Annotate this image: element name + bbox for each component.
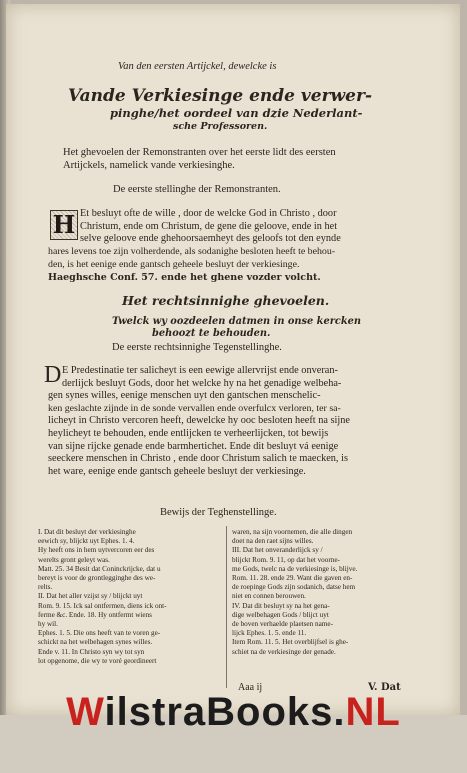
text-line: gen synes willes, eenige menschen uyt den gantschen menschelic- — [48, 390, 321, 402]
sub-heading-2: behoozt te behouden. — [152, 328, 271, 339]
column-line: Ephes. 1. 5. Die ons heeft van te voren ge- — [38, 629, 161, 638]
intro-line-1: Het ghevoelen der Remonstranten over het eerste lidt des eersten — [63, 147, 336, 158]
text-line: heylicheyt te behouden, ende entlijcken te verheerlijcken, tot bewijs — [48, 427, 329, 439]
tegen-heading: De eerste rechtsinnighe Tegenstellinghe. — [112, 342, 282, 353]
text-line: Et besluyt ofte de wille , door de welcke God in Christo , door — [80, 208, 337, 219]
text-line: licheyt in Christo vercoren heeft, dewelcke hy ooc besloten heeft na sijne — [48, 415, 350, 427]
column-line: Hy heeft ons in hem uytvercoren eer des — [38, 546, 155, 555]
drop-initial-d: D — [44, 362, 62, 388]
column-line: Item Rom. 11. 5. Het overblijfsel is ghe- — [232, 638, 349, 647]
column-line: me Gods, twelc na de verkiesinge is, blijve. — [232, 564, 358, 573]
ornamental-initial: H — [50, 210, 78, 240]
column-line: II. Dat het aller vzijst sy / blijckt uyt — [38, 592, 143, 601]
hague-reference: Haeghsche Conf. 57. ende het ghene vozder volcht. — [48, 272, 321, 283]
column-line: Rom. 11. 28. ende 29. Want die gaven en- — [232, 574, 353, 583]
column-line: de roepinge Gods zijn sodanich, datse hem — [232, 583, 356, 592]
text-line: seeckere menschen in Christo , ende door Christum salich te maecken, is — [48, 453, 348, 465]
watermark-nl: NL — [345, 690, 401, 734]
column-line: doet na den raet sijns willes. — [232, 537, 314, 546]
text-line: van sijne rijcke genade ende barmhertichet. Ende dit besluyt vá eenige — [48, 440, 339, 452]
column-line: relts. — [38, 583, 53, 592]
column-line: hy wil. — [38, 620, 58, 629]
column-line: schiet na de verkiesinge der genade. — [232, 647, 336, 656]
text-line: ken geslachte zijnde in de sonde vervallen ende overfulcx verloren, ter sa- — [48, 402, 341, 414]
title-line-1: Vande Verkiesinge ende verwer- — [68, 86, 372, 106]
header-line: Van den eersten Artijckel, dewelcke is — [118, 61, 277, 72]
signature-mark: Aaa ij — [238, 682, 263, 693]
left-column — [38, 528, 167, 666]
watermark-w: W — [66, 690, 105, 734]
column-line: lot opgenome, die wy te voré geordineert — [38, 656, 157, 665]
column-divider — [226, 526, 227, 688]
catchword: V. Dat — [368, 682, 401, 693]
text-line: derlijck besluyt Gods, door het welcke hy na het genadige welbeha- — [62, 377, 342, 389]
column-line: Ende v. 11. In Christo syn wy tot syn — [38, 647, 145, 656]
column-line: ferme &c. Ende. 18. Hy ontfermt wiens — [38, 610, 152, 619]
title-line-2: pinghe/het oordeel van dzie Nederlant- — [110, 106, 363, 120]
sub-heading-1: Twelck wy oozdeelen datmen in onse kercken — [112, 316, 361, 327]
column-line: schickt na het welbehagen synes willes. — [38, 638, 153, 647]
column-line: bereyt is voor de grontlegginghe des we- — [38, 574, 156, 583]
column-line: de boven verhaelde plaetsen name- — [232, 620, 333, 629]
text-line: E Predestinatie ter salicheyt is een eewige allervrijst ende onveran- — [62, 365, 338, 376]
text-line: selve geloove ende ghehoorsaemheyt des geloofs tot den eynde — [80, 233, 341, 245]
column-line: dige welbehagen Gods / blijct uyt — [232, 610, 329, 619]
watermark-middle: ilstraBooks. — [104, 690, 346, 734]
text-line: hares levens toe zijn volherdende, als sodanighe besloten heeft te behou- — [48, 246, 336, 257]
text-line: Christum, ende om Christum, de gene die geloove, ende in het — [80, 220, 338, 232]
column-line: niet en connen berouwen. — [232, 592, 306, 601]
intro-line-2: Artijckels, namelick vande verkiesinghe. — [63, 160, 235, 171]
column-line: lijck Ephes. 1. 5. ende 11. — [232, 629, 307, 638]
column-line: Rom. 9. 15. Ick sal ontfermen, diens ick ont- — [38, 601, 167, 610]
text-line: den, is het eenige ende gantsch geheele besluyt der verkiesinge. — [48, 258, 300, 270]
paragraph-remonstrant-bottom — [48, 246, 335, 271]
bewijs-heading: Bewijs der Teghenstellinge. — [160, 507, 277, 518]
column-line: werelts gront geleyt was. — [38, 555, 110, 564]
column-line: eewich sy, blijckt uyt Ephes. 1. 4. — [38, 537, 135, 546]
text-line: het ware, eenige ende gantsch geheele besluyt der verkiesinge. — [48, 465, 306, 477]
title-line-3: sche Professoren. — [173, 121, 268, 132]
column-line: Matt. 25. 34 Besit dat Coninckrijcke, dat u — [38, 564, 161, 573]
column-line: III. Dat het onveranderlijck sy / — [232, 546, 323, 555]
column-line: waren, na sijn voornemen, die alle dingen — [232, 528, 353, 536]
column-line: blijckt Rom. 9. 11, op dat het voorne- — [232, 555, 340, 564]
watermark — [0, 690, 467, 735]
paragraph-remonstrant-top — [80, 208, 341, 246]
column-line: I. Dat dit besluyt der verkiesinghe — [38, 528, 136, 536]
rechtsinnighe-heading: Het rechtsinnighe ghevoelen. — [122, 293, 330, 308]
column-line: IV. Dat dit besluyt sy na het gena- — [232, 601, 330, 610]
stelling-heading: De eerste stellinghe der Remonstranten. — [113, 184, 281, 195]
paragraph-orthodox — [48, 365, 350, 478]
right-column — [232, 528, 357, 657]
